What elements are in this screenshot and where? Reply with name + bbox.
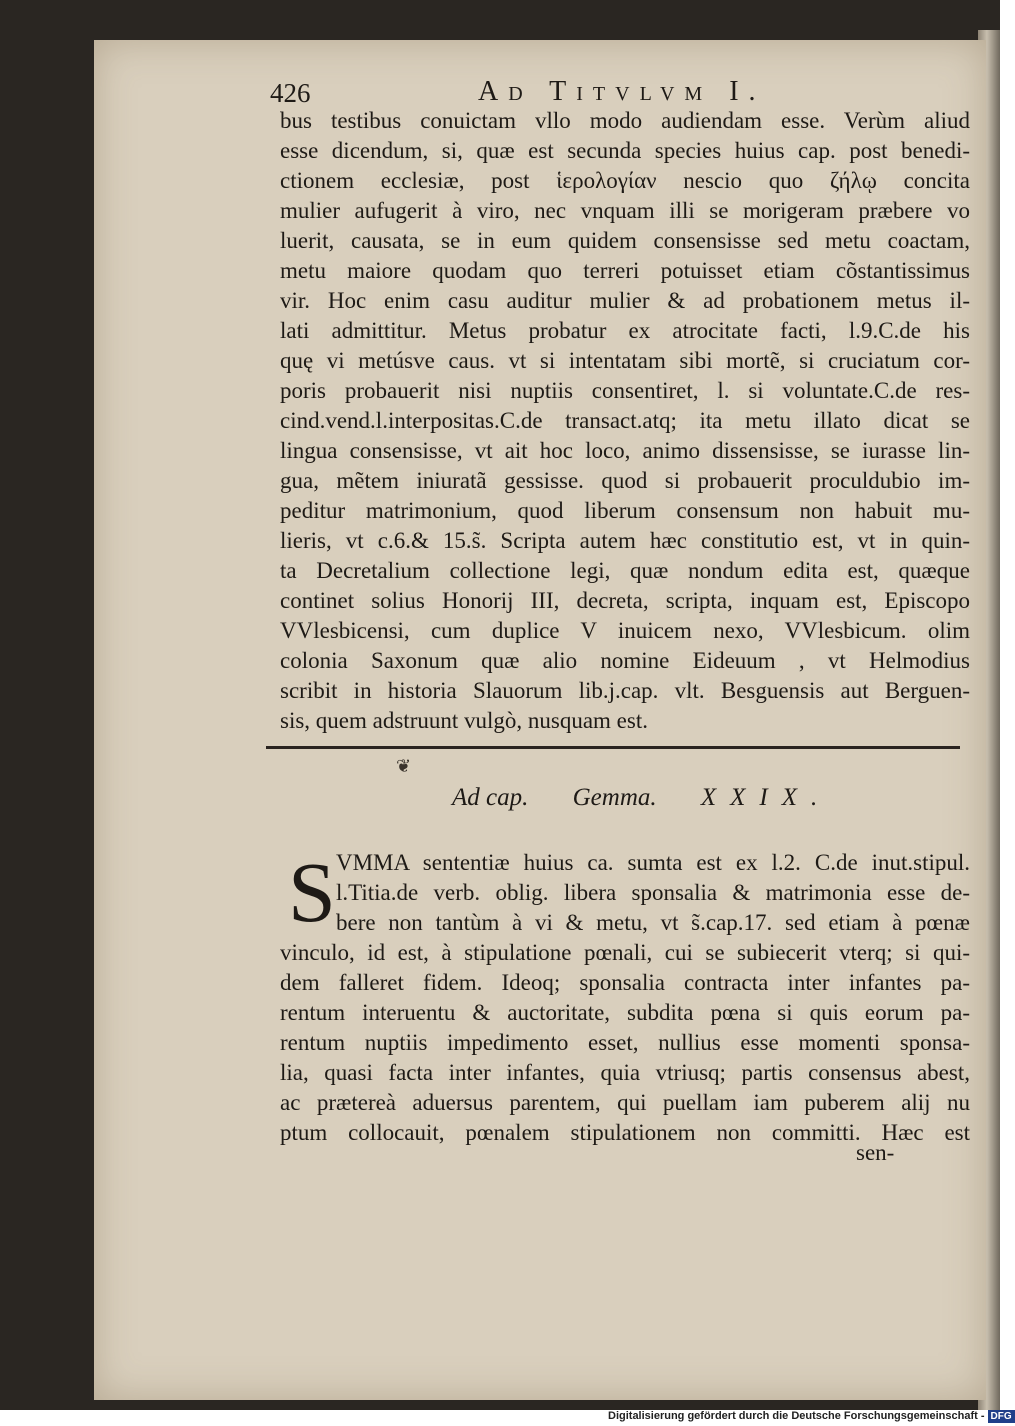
text-line: lieris, vt c.6.& 15.s̃. Scripta autem hæc constitutio est, vt in quin- [280,528,970,553]
text-line: gua, mẽtem iniuratã gessisse. quod si probauerit proculdubio im- [280,468,970,493]
text-line: peditur matrimonium, quod liberum consensum non habuit mu- [280,498,970,523]
text-line: rentum nuptiis impedimento esset, nullius esse momenti sponsa- [280,1030,970,1055]
text-line: luerit, causata, se in eum quidem consensisse sed metu coactam, [280,228,970,253]
section-rule [266,746,960,749]
text-line: esse dicendum, si, quæ est secunda species huius cap. post benedi- [280,138,970,163]
text-line: cind.vend.l.interpositas.C.de transact.atq; ita metu illato dicat se [280,408,970,433]
text-line: metu maiore quodam quo terreri potuisset etiam cõstantissimus [280,258,970,283]
ornament-icon: ❦ [396,756,412,776]
dfg-logo: DFG [988,1410,1015,1423]
text-line: dem falleret fidem. Ideoq; sponsalia contracta inter infantes pa- [280,970,970,995]
text-line: ptum collocauit, pœnalem stipulationem non committi. Hæc est [280,1120,970,1145]
text-block-2 [280,844,970,1148]
text-line: bere non tantùm à vi & metu, vt s̃.cap.17. sed etiam à pœnæ [336,910,970,935]
text-line: vir. Hoc enim casu auditur mulier & ad probationem metus il- [280,288,970,313]
chapter-heading-cap: Ad cap. [452,784,529,811]
text-line: l.Titia.de verb. oblig. libera sponsalia & matrimonia esse de- [336,880,970,905]
text-line: vinculo, id est, à stipulatione pœnali, cui se subiecerit vterq; si qui- [280,940,970,965]
running-title: Ad Titvlvm I. [478,76,766,107]
footer-credit [608,1410,1012,1426]
footer-credit-text: Digitalisierung gefördert durch die Deutsche Forschungsgemeinschaft - [608,1410,985,1422]
text-line: quę vi metúsve caus. vt si intentatam sibi mortẽ, si cruciatum cor- [280,348,970,373]
text-line: sis, quem adstruunt vulgò, nusquam est. [280,708,648,733]
text-line: continet solius Honorij III, decreta, scripta, inquam est, Episcopo [280,588,970,613]
text-line: rentum interuentu & auctoritate, subdita pœna si quis eorum pa- [280,1000,970,1025]
chapter-heading-title: Gemma. [572,784,657,811]
text-line: poris probauerit nisi nuptiis consentiret, l. si voluntate.C.de res- [280,378,970,403]
text-line: lati admittitur. Metus probatur ex atrocitate facti, l.9.C.de his [280,318,970,343]
text-block-1 [280,106,970,736]
chapter-heading-number: XXIX. [700,784,832,811]
text-line: ctionem ecclesiæ, post ἱερολογίαν nescio quo ζήλῳ concita [280,168,970,193]
text-line: ta Decretalium collectione legi, quæ nondum edita est, quæque [280,558,970,583]
catchword: sen- [856,1140,895,1165]
drop-cap-initial: S [288,844,336,940]
text-line: colonia Saxonum quæ alio nomine Eideuum , vt Helmodius [280,648,970,673]
text-line: mulier aufugerit à viro, nec vnquam illi se morigeram præbere vo [280,198,970,223]
text-line: VVlesbicensi, cum duplice V inuicem nexo, VVlesbicum. olim [280,618,970,643]
page-number: 426 [270,78,311,108]
text-line: lingua consensisse, vt ait hoc loco, animo dissensisse, se iurasse lin- [280,438,970,463]
text-line: lia, quasi facta inter infantes, quia vtriusq; partis consensus abest, [280,1060,970,1085]
text-line: ac prætereà aduersus parentem, qui puellam iam puberem alij nu [280,1090,970,1115]
text-line: VMMA sententiæ huius ca. sumta est ex l.2. C.de inut.stipul. [336,850,970,875]
text-line: bus testibus conuictam vllo modo audiendam esse. Verùm aliud [280,108,970,133]
chapter-heading [452,784,832,820]
text-line: scribit in historia Slauorum lib.j.cap. vlt. Besguensis aut Berguen- [280,678,970,703]
